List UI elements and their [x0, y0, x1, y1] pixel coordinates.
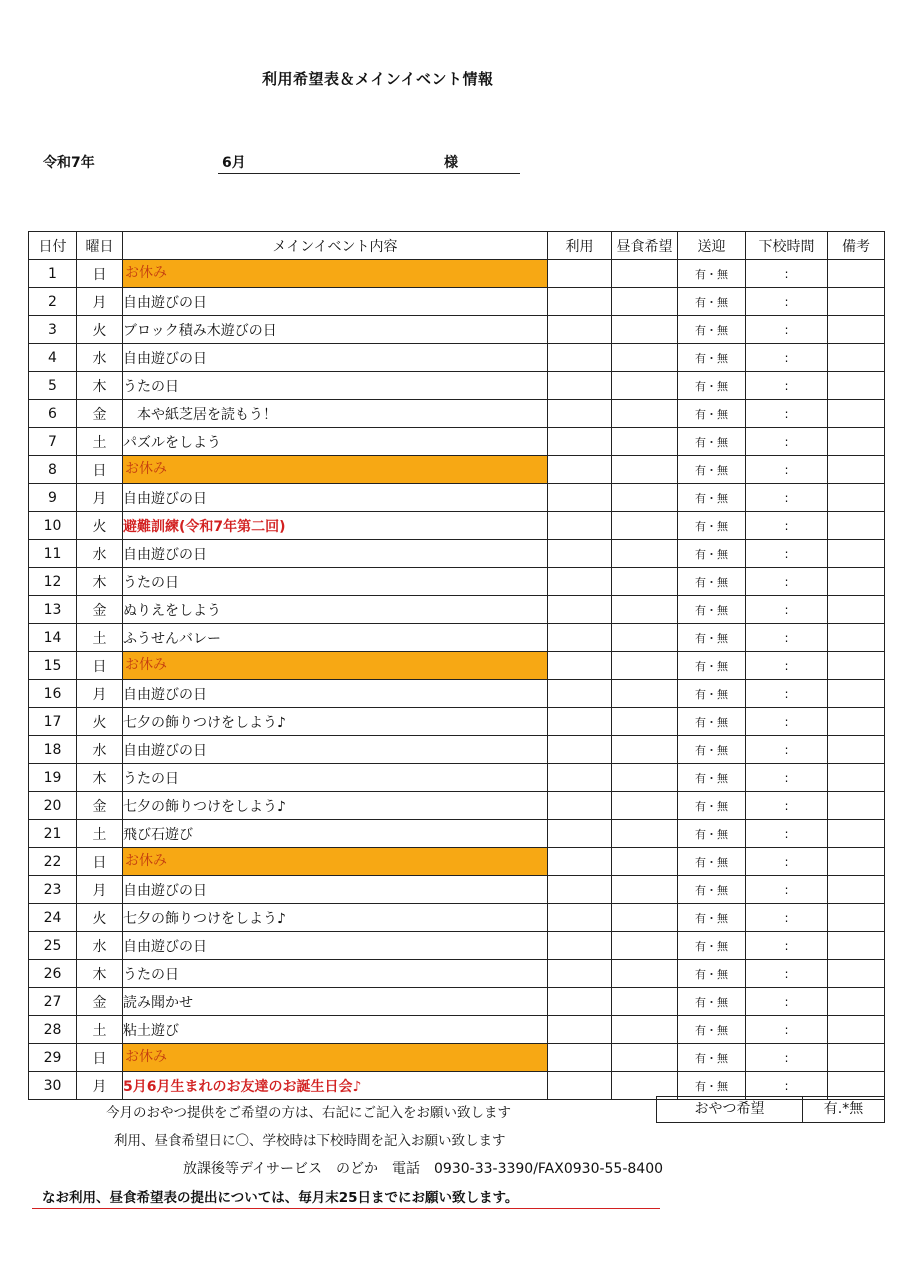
- leave-time-cell[interactable]: :: [746, 428, 828, 456]
- event-cell: 自由遊びの日: [123, 932, 548, 960]
- table-row: [29, 764, 885, 792]
- day-cell: 14: [29, 624, 77, 652]
- transport-cell[interactable]: 有・無: [678, 1072, 746, 1100]
- lunch-cell[interactable]: [612, 876, 678, 904]
- event-cell: [123, 260, 548, 288]
- transport-cell[interactable]: 有・無: [678, 456, 746, 484]
- lunch-cell[interactable]: [612, 568, 678, 596]
- use-cell[interactable]: [548, 960, 612, 988]
- day-cell: 12: [29, 568, 77, 596]
- leave-time-cell[interactable]: :: [746, 540, 828, 568]
- day-cell: 26: [29, 960, 77, 988]
- month-label: 6月: [222, 155, 246, 171]
- leave-time-cell[interactable]: :: [746, 736, 828, 764]
- remarks-cell[interactable]: [828, 904, 885, 932]
- use-cell[interactable]: [548, 428, 612, 456]
- day-cell: 13: [29, 596, 77, 624]
- event-cell: パズルをしよう: [123, 428, 548, 456]
- remarks-cell[interactable]: [828, 372, 885, 400]
- remarks-cell[interactable]: [828, 680, 885, 708]
- lunch-cell[interactable]: [612, 400, 678, 428]
- use-cell[interactable]: [548, 708, 612, 736]
- use-cell[interactable]: [548, 988, 612, 1016]
- event-cell: うたの日: [123, 960, 548, 988]
- lunch-cell[interactable]: [612, 316, 678, 344]
- snack-request-box: [656, 1096, 885, 1123]
- table-row: [29, 988, 885, 1016]
- remarks-cell[interactable]: [828, 512, 885, 540]
- leave-time-cell[interactable]: :: [746, 344, 828, 372]
- col-weekday: 曜日: [77, 232, 123, 260]
- lunch-cell[interactable]: [612, 848, 678, 876]
- remarks-cell[interactable]: [828, 876, 885, 904]
- leave-time-cell[interactable]: :: [746, 1016, 828, 1044]
- name-field-line[interactable]: [218, 173, 520, 174]
- event-cell: 七夕の飾りつけをしよう♪: [123, 792, 548, 820]
- leave-time-cell[interactable]: :: [746, 624, 828, 652]
- leave-time-cell[interactable]: :: [746, 876, 828, 904]
- leave-time-cell[interactable]: :: [746, 512, 828, 540]
- table-row: [29, 372, 885, 400]
- lunch-cell[interactable]: [612, 344, 678, 372]
- table-row: [29, 876, 885, 904]
- use-cell[interactable]: [548, 932, 612, 960]
- event-cell: ふうせんバレー: [123, 624, 548, 652]
- table-row: [29, 316, 885, 344]
- day-cell: 28: [29, 1016, 77, 1044]
- day-cell: 16: [29, 680, 77, 708]
- remarks-cell[interactable]: [828, 456, 885, 484]
- use-cell[interactable]: [548, 260, 612, 288]
- use-cell[interactable]: [548, 1072, 612, 1100]
- usage-note: 利用、昼食希望日に〇、学校時は下校時間を記入お願い致します: [114, 1133, 506, 1149]
- day-cell: 5: [29, 372, 77, 400]
- table-row: [29, 904, 885, 932]
- leave-time-cell[interactable]: :: [746, 652, 828, 680]
- day-cell: 24: [29, 904, 77, 932]
- use-cell[interactable]: [548, 344, 612, 372]
- table-row: [29, 484, 885, 512]
- event-cell: [123, 652, 548, 680]
- schedule-table: [28, 231, 885, 1100]
- transport-cell[interactable]: 有・無: [678, 568, 746, 596]
- weekday-cell: 日: [77, 1044, 123, 1072]
- event-cell: ぬりえをしよう: [123, 596, 548, 624]
- lunch-cell[interactable]: [612, 680, 678, 708]
- day-cell: 19: [29, 764, 77, 792]
- leave-time-cell[interactable]: :: [746, 400, 828, 428]
- day-cell: 18: [29, 736, 77, 764]
- event-cell: 自由遊びの日: [123, 680, 548, 708]
- holiday-label: お休み: [123, 456, 547, 483]
- transport-cell[interactable]: 有・無: [678, 428, 746, 456]
- remarks-cell[interactable]: [828, 428, 885, 456]
- transport-cell[interactable]: 有・無: [678, 876, 746, 904]
- leave-time-cell[interactable]: :: [746, 316, 828, 344]
- transport-cell[interactable]: 有・無: [678, 260, 746, 288]
- use-cell[interactable]: [548, 792, 612, 820]
- weekday-cell: 土: [77, 820, 123, 848]
- table-row: [29, 624, 885, 652]
- snack-note: 今月のおやつ提供をご希望の方は、右記にご記入をお願い致します: [106, 1105, 511, 1121]
- leave-time-cell[interactable]: :: [746, 988, 828, 1016]
- day-cell: 22: [29, 848, 77, 876]
- lunch-cell[interactable]: [612, 988, 678, 1016]
- weekday-cell: 金: [77, 596, 123, 624]
- weekday-cell: 金: [77, 400, 123, 428]
- table-row: [29, 820, 885, 848]
- transport-cell[interactable]: 有・無: [678, 372, 746, 400]
- transport-cell[interactable]: 有・無: [678, 400, 746, 428]
- table-row: [29, 680, 885, 708]
- lunch-cell[interactable]: [612, 288, 678, 316]
- lunch-cell[interactable]: [612, 540, 678, 568]
- snack-label: おやつ希望: [657, 1097, 803, 1122]
- lunch-cell[interactable]: [612, 624, 678, 652]
- event-cell: 七夕の飾りつけをしよう♪: [123, 904, 548, 932]
- lunch-cell[interactable]: [612, 652, 678, 680]
- weekday-cell: 火: [77, 512, 123, 540]
- table-row: [29, 400, 885, 428]
- transport-cell[interactable]: 有・無: [678, 988, 746, 1016]
- col-lunch: 昼食希望: [612, 232, 678, 260]
- event-cell: 自由遊びの日: [123, 876, 548, 904]
- day-cell: 9: [29, 484, 77, 512]
- use-cell[interactable]: [548, 316, 612, 344]
- use-cell[interactable]: [548, 568, 612, 596]
- event-cell: うたの日: [123, 764, 548, 792]
- lunch-cell[interactable]: [612, 596, 678, 624]
- weekday-cell: 水: [77, 344, 123, 372]
- event-cell: ブロック積み木遊びの日: [123, 316, 548, 344]
- lunch-cell[interactable]: [612, 1044, 678, 1072]
- leave-time-cell[interactable]: :: [746, 596, 828, 624]
- lunch-cell[interactable]: [612, 736, 678, 764]
- col-leave-time: 下校時間: [746, 232, 828, 260]
- weekday-cell: 月: [77, 288, 123, 316]
- remarks-cell[interactable]: [828, 540, 885, 568]
- remarks-cell[interactable]: [828, 932, 885, 960]
- table-row: [29, 960, 885, 988]
- event-cell: 粘土遊び: [123, 1016, 548, 1044]
- remarks-cell[interactable]: [828, 764, 885, 792]
- event-cell: 本や紙芝居を読もう！: [123, 400, 548, 428]
- remarks-cell[interactable]: [828, 736, 885, 764]
- weekday-cell: 金: [77, 792, 123, 820]
- use-cell[interactable]: [548, 484, 612, 512]
- day-cell: 11: [29, 540, 77, 568]
- weekday-cell: 火: [77, 708, 123, 736]
- day-cell: 4: [29, 344, 77, 372]
- leave-time-cell[interactable]: :: [746, 372, 828, 400]
- lunch-cell[interactable]: [612, 792, 678, 820]
- col-transport: 送迎: [678, 232, 746, 260]
- use-cell[interactable]: [548, 764, 612, 792]
- col-remarks: 備考: [828, 232, 885, 260]
- event-cell: 5月6月生まれのお友達のお誕生日会♪: [123, 1072, 548, 1100]
- remarks-cell[interactable]: [828, 400, 885, 428]
- use-cell[interactable]: [548, 372, 612, 400]
- transport-cell[interactable]: 有・無: [678, 652, 746, 680]
- event-cell: 避難訓練(令和7年第二回): [123, 512, 548, 540]
- day-cell: 23: [29, 876, 77, 904]
- era-label: 令和7年: [43, 155, 95, 171]
- weekday-cell: 日: [77, 456, 123, 484]
- leave-time-cell[interactable]: :: [746, 568, 828, 596]
- table-row: [29, 1016, 885, 1044]
- event-cell: 飛び石遊び: [123, 820, 548, 848]
- use-cell[interactable]: [548, 876, 612, 904]
- remarks-cell[interactable]: [828, 484, 885, 512]
- remarks-cell[interactable]: [828, 596, 885, 624]
- event-cell: 自由遊びの日: [123, 736, 548, 764]
- use-cell[interactable]: [548, 456, 612, 484]
- table-row: [29, 344, 885, 372]
- table-row: [29, 596, 885, 624]
- table-row: [29, 540, 885, 568]
- leave-time-cell[interactable]: :: [746, 456, 828, 484]
- transport-cell[interactable]: 有・無: [678, 904, 746, 932]
- transport-cell[interactable]: 有・無: [678, 596, 746, 624]
- weekday-cell: 土: [77, 428, 123, 456]
- lunch-cell[interactable]: [612, 960, 678, 988]
- weekday-cell: 日: [77, 260, 123, 288]
- table-row: [29, 848, 885, 876]
- weekday-cell: 水: [77, 540, 123, 568]
- event-cell: 自由遊びの日: [123, 484, 548, 512]
- table-row: [29, 428, 885, 456]
- leave-time-cell[interactable]: :: [746, 820, 828, 848]
- lunch-cell[interactable]: [612, 764, 678, 792]
- use-cell[interactable]: [548, 288, 612, 316]
- day-cell: 27: [29, 988, 77, 1016]
- weekday-cell: 木: [77, 372, 123, 400]
- lunch-cell[interactable]: [612, 932, 678, 960]
- transport-cell[interactable]: 有・無: [678, 708, 746, 736]
- table-row: [29, 568, 885, 596]
- day-cell: 15: [29, 652, 77, 680]
- weekday-cell: 金: [77, 988, 123, 1016]
- transport-cell[interactable]: 有・無: [678, 960, 746, 988]
- use-cell[interactable]: [548, 820, 612, 848]
- table-row: [29, 792, 885, 820]
- org-contact-line: 放課後等デイサービス のどか 電話 0930-33-3390/FAX0930-55-8400: [183, 1161, 664, 1177]
- transport-cell[interactable]: 有・無: [678, 344, 746, 372]
- lunch-cell[interactable]: [612, 428, 678, 456]
- remarks-cell[interactable]: [828, 344, 885, 372]
- transport-cell[interactable]: 有・無: [678, 848, 746, 876]
- use-cell[interactable]: [548, 652, 612, 680]
- transport-cell[interactable]: 有・無: [678, 512, 746, 540]
- leave-time-cell[interactable]: :: [746, 960, 828, 988]
- remarks-cell[interactable]: [828, 568, 885, 596]
- table-row: [29, 288, 885, 316]
- remarks-cell[interactable]: [828, 792, 885, 820]
- snack-choice[interactable]: 有.*無: [823, 1101, 864, 1117]
- weekday-cell: 日: [77, 652, 123, 680]
- event-cell: [123, 1044, 548, 1072]
- day-cell: 7: [29, 428, 77, 456]
- day-cell: 30: [29, 1072, 77, 1100]
- day-cell: 25: [29, 932, 77, 960]
- weekday-cell: 月: [77, 680, 123, 708]
- leave-time-cell[interactable]: :: [746, 932, 828, 960]
- col-date: 日付: [29, 232, 77, 260]
- day-cell: 3: [29, 316, 77, 344]
- table-row: [29, 652, 885, 680]
- table-row: [29, 736, 885, 764]
- leave-time-cell[interactable]: :: [746, 1044, 828, 1072]
- day-cell: 29: [29, 1044, 77, 1072]
- remarks-cell[interactable]: [828, 820, 885, 848]
- day-cell: 21: [29, 820, 77, 848]
- event-cell: 七夕の飾りつけをしよう♪: [123, 708, 548, 736]
- day-cell: 1: [29, 260, 77, 288]
- leave-time-cell[interactable]: :: [746, 288, 828, 316]
- holiday-label: お休み: [123, 652, 547, 679]
- remarks-cell[interactable]: [828, 988, 885, 1016]
- red-underline: [32, 1208, 660, 1209]
- leave-time-cell[interactable]: :: [746, 904, 828, 932]
- weekday-cell: 木: [77, 960, 123, 988]
- remarks-cell[interactable]: [828, 848, 885, 876]
- weekday-cell: 木: [77, 764, 123, 792]
- table-row: [29, 932, 885, 960]
- transport-cell[interactable]: 有・無: [678, 820, 746, 848]
- remarks-cell[interactable]: [828, 624, 885, 652]
- honorific-label: 様: [444, 155, 458, 171]
- lunch-cell[interactable]: [612, 456, 678, 484]
- weekday-cell: 火: [77, 316, 123, 344]
- table-row: [29, 708, 885, 736]
- use-cell[interactable]: [548, 1044, 612, 1072]
- lunch-cell[interactable]: [612, 260, 678, 288]
- leave-time-cell[interactable]: :: [746, 680, 828, 708]
- table-row: [29, 1044, 885, 1072]
- weekday-cell: 日: [77, 848, 123, 876]
- event-cell: 読み聞かせ: [123, 988, 548, 1016]
- day-cell: 17: [29, 708, 77, 736]
- remarks-cell[interactable]: [828, 1044, 885, 1072]
- deadline-note: なお利用、昼食希望表の提出については、毎月末25日までにお願い致します。: [42, 1190, 519, 1206]
- use-cell[interactable]: [548, 1016, 612, 1044]
- event-cell: 自由遊びの日: [123, 344, 548, 372]
- lunch-cell[interactable]: [612, 372, 678, 400]
- use-cell[interactable]: [548, 904, 612, 932]
- leave-time-cell[interactable]: :: [746, 792, 828, 820]
- col-event: メインイベント内容: [123, 232, 548, 260]
- leave-time-cell[interactable]: :: [746, 260, 828, 288]
- lunch-cell[interactable]: [612, 1016, 678, 1044]
- weekday-cell: 月: [77, 1072, 123, 1100]
- table-row: [29, 512, 885, 540]
- use-cell[interactable]: [548, 596, 612, 624]
- weekday-cell: 水: [77, 736, 123, 764]
- table-row: [29, 456, 885, 484]
- day-cell: 2: [29, 288, 77, 316]
- day-cell: 8: [29, 456, 77, 484]
- lunch-cell[interactable]: [612, 708, 678, 736]
- leave-time-cell[interactable]: :: [746, 484, 828, 512]
- transport-cell[interactable]: 有・無: [678, 736, 746, 764]
- table-header-row: [29, 232, 885, 260]
- use-cell[interactable]: [548, 540, 612, 568]
- lunch-cell[interactable]: [612, 484, 678, 512]
- transport-cell[interactable]: 有・無: [678, 680, 746, 708]
- event-cell: 自由遊びの日: [123, 288, 548, 316]
- transport-cell[interactable]: 有・無: [678, 540, 746, 568]
- remarks-cell[interactable]: [828, 708, 885, 736]
- use-cell[interactable]: [548, 848, 612, 876]
- transport-cell[interactable]: 有・無: [678, 792, 746, 820]
- weekday-cell: 月: [77, 484, 123, 512]
- remarks-cell[interactable]: [828, 316, 885, 344]
- leave-time-cell[interactable]: :: [746, 708, 828, 736]
- remarks-cell[interactable]: [828, 960, 885, 988]
- transport-cell[interactable]: 有・無: [678, 764, 746, 792]
- leave-time-cell[interactable]: :: [746, 848, 828, 876]
- day-cell: 6: [29, 400, 77, 428]
- day-cell: 20: [29, 792, 77, 820]
- table-row: [29, 260, 885, 288]
- transport-cell[interactable]: 有・無: [678, 484, 746, 512]
- weekday-cell: 月: [77, 876, 123, 904]
- lunch-cell[interactable]: [612, 904, 678, 932]
- leave-time-cell[interactable]: :: [746, 764, 828, 792]
- lunch-cell[interactable]: [612, 820, 678, 848]
- event-cell: うたの日: [123, 568, 548, 596]
- transport-cell[interactable]: 有・無: [678, 1016, 746, 1044]
- transport-cell[interactable]: 有・無: [678, 1044, 746, 1072]
- weekday-cell: 土: [77, 624, 123, 652]
- leave-time-cell[interactable]: :: [746, 1072, 828, 1100]
- col-use: 利用: [548, 232, 612, 260]
- use-cell[interactable]: [548, 624, 612, 652]
- transport-cell[interactable]: 有・無: [678, 316, 746, 344]
- transport-cell[interactable]: 有・無: [678, 288, 746, 316]
- use-cell[interactable]: [548, 680, 612, 708]
- remarks-cell[interactable]: [828, 1016, 885, 1044]
- weekday-cell: 火: [77, 904, 123, 932]
- day-cell: 10: [29, 512, 77, 540]
- holiday-label: お休み: [123, 260, 547, 287]
- remarks-cell[interactable]: [828, 288, 885, 316]
- use-cell[interactable]: [548, 512, 612, 540]
- event-cell: [123, 456, 548, 484]
- holiday-label: お休み: [123, 848, 547, 875]
- weekday-cell: 水: [77, 932, 123, 960]
- use-cell[interactable]: [548, 736, 612, 764]
- remarks-cell[interactable]: [828, 652, 885, 680]
- weekday-cell: 土: [77, 1016, 123, 1044]
- event-cell: うたの日: [123, 372, 548, 400]
- holiday-label: お休み: [123, 1044, 547, 1071]
- lunch-cell[interactable]: [612, 512, 678, 540]
- event-cell: 自由遊びの日: [123, 540, 548, 568]
- event-cell: [123, 848, 548, 876]
- transport-cell[interactable]: 有・無: [678, 932, 746, 960]
- use-cell[interactable]: [548, 400, 612, 428]
- page-title: 利用希望表＆メインイベント情報: [262, 70, 494, 88]
- weekday-cell: 木: [77, 568, 123, 596]
- remarks-cell[interactable]: [828, 260, 885, 288]
- transport-cell[interactable]: 有・無: [678, 624, 746, 652]
